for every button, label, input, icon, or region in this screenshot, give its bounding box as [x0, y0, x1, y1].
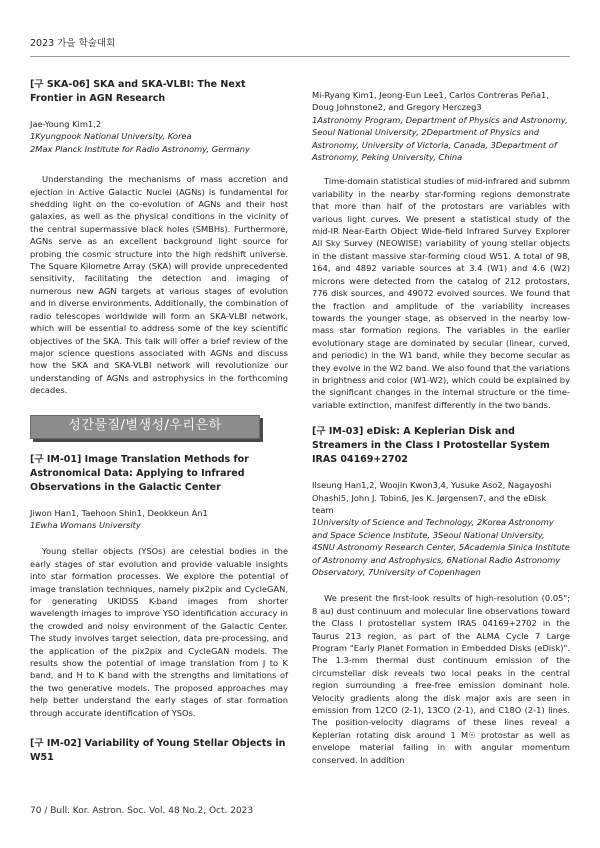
- page-footer: 70 / Bull. Kor. Astron. Soc. Vol. 48 No.2, Oct. 2023: [30, 806, 254, 816]
- left-column: [30, 78, 288, 765]
- page-header: 2023 가을 학술대회: [30, 38, 116, 49]
- abstract-body-ska06: Understanding the mechanisms of mass accretion and ejection in Active Galactic Nuclei (AGNs) is fundamental for shedding light on the co-evolution of AGNs and their host galaxies, as well as the physical conditions in the vicinity of the central supermassive black holes (SMBHs). Furthermore, AGNs serve as an excellent background light source for probing the cosmic structure into the high redshift universe. The Square Kilometre Array (SKA) will provide unprecedented sensitivity, facilitating the detection and imaging of numerous new AGN targets at various stages of evolution and in diverse environments. Additionally, the combination of radio telescopes worldwide will form an SKA-VLBI network, which will be essential to address some of the key scientific objectives of the SKA. This talk will offer a brief review of the major science questions associated with AGNs and discuss how the SKA and SKA-VLBI network will revolutionize our understanding of AGNs and astrophysics in the forthcoming decades.: [30, 174, 288, 396]
- authors-im02: Mi-Ryang Kim1, Jeong-Eun Lee1, Carlos Contreras Peña1, Doug Johnstone2, and Gregory Herczeg3: [312, 90, 549, 113]
- abstract-title-ska06: [구 SKA-06] SKA and SKA-VLBI: The Next Frontier in AGN Research: [30, 79, 246, 104]
- abstract-body-im03: We present the first-look results of high-resolution (0.05"; 8 au) dust continuum and molecular line observations toward the Class I protostellar system IRAS 04169+2702 in the Taurus 213 region, as part of the ALMA Cycle 7 Large Program "Early Planet Formation in Embedded Disks (eDisk)". The 1.3-mm thermal dust continuum emission of the circumstellar disk reveals two local peaks in the central region surrounding a free-free emission dominant hole. Velocity gradients along the disk major axis are seen in emission from 12CO (2-1), 13CO (2-1), and C18O (2-1) lines. The position-velocity diagrams of these lines reveal a Keplerian rotating disk around 1 M☉ protostar as well as envelope material falling in with angular momentum conserved. In addition: [312, 593, 570, 765]
- abstract-title-im03: [구 IM-03] eDisk: A Keplerian Disk and Streamers in the Class I Protostellar System IRAS 04169+2702: [312, 426, 550, 466]
- affiliation-im02: 1Astronomy Program, Department of Physics and Astronomy, Seoul National University, 2Department of Physics and Astronomy, University of Victoria, Canada, 3Department of Astronomy, Peking University, China: [312, 114, 568, 163]
- header-divider: [30, 56, 570, 57]
- abstract-title-im01: [구 IM-01] Image Translation Methods for Astronomical Data: Applying to Infrared Observations in the Galactic Center: [30, 453, 249, 493]
- authors-im01: Jiwon Han1, Taehoon Shin1, Deokkeun An1: [30, 507, 208, 518]
- affiliation-im03: 1University of Science and Technology, 2Korea Astronomy and Space Science Institute, 3Seoul National University, 4SNU Astronomy Research Center, 5Academia Sinica Institute of Astronomy and Astrophysics, 6National Radio Astronomy Observatory, 7University of Copenhagen: [312, 517, 570, 577]
- authors-im03: Ilseung Han1,2, Woojin Kwon3,4, Yusuke Aso2, Nagayoshi Ohashi5, John J. Tobin6, Jes K. Jørgensen7, and the eDisk team: [312, 480, 552, 515]
- affiliation-ska06-1: 1Kyungpook National University, Korea: [30, 131, 192, 142]
- affiliation-im01-1: 1Ewha Womans University: [30, 519, 141, 530]
- affiliation-ska06-2: 2Max Planck Institute for Radio Astronomy, Germany: [30, 143, 250, 154]
- authors-ska06: Jae-Young Kim1,2: [30, 119, 102, 129]
- right-column: [312, 89, 570, 766]
- abstract-body-im02: Time-domain statistical studies of mid-infrared and submm variability in the nearby star-forming regions demonstrate that more than half of the protostars are variables with various light curves. We present a statistical study of the mid-IR Near-Earth Object Wide-field Infrared Survey Explorer All Sky Survey (NEOWISE) variability of young stellar objects in the distant massive star-forming cloud W51. A total of 98, 164, and 4892 variable sources at 3.4 (W1) and 4.6 (W2) microns were detected from the catalog of 212 protostars, 776 disk sources, and 49072 evolved sources. We found that the fraction and amplitude of the variability increases towards the younger stage, as observed in the nearby low-mass star formation regions. The variables in the earlier evolutionary stage are dominated by secular (linear, curved, and periodic) in the W1 band, while they become secular as they evolve in the W2 band. We also found that the variations in brightness and color (W1-W2), which could be explained by the significant changes in the internal structure or the time-variable extinction, manifest differently in the two bands.: [312, 176, 570, 410]
- abstract-body-im01: Young stellar objects (YSOs) are celestial bodies in the early stages of star evolution and provide valuable insights into star formation processes. We explore the potential of image translation techniques, namely pix2pix and CycleGAN, for generating UKIDSS K-band images from shorter wavelength images to improve YSO identification accuracy in the crowded and noisy environment of the Galactic Center. The study involves target selection, data pre-processing, and the application of the pix2pix and CycleGAN models. The results show the potential of image translation from J to K band, and H to K band with the strengths and limitations of the two generative models. The proposed approaches may help better understand the early stages of star formation through accurate identification of YSOs.: [30, 546, 288, 718]
- section-banner: 성간물질/별생성/우리은하: [30, 415, 260, 439]
- abstract-title-im02: [구 IM-02] Variability of Young Stellar Objects in W51: [30, 738, 286, 764]
